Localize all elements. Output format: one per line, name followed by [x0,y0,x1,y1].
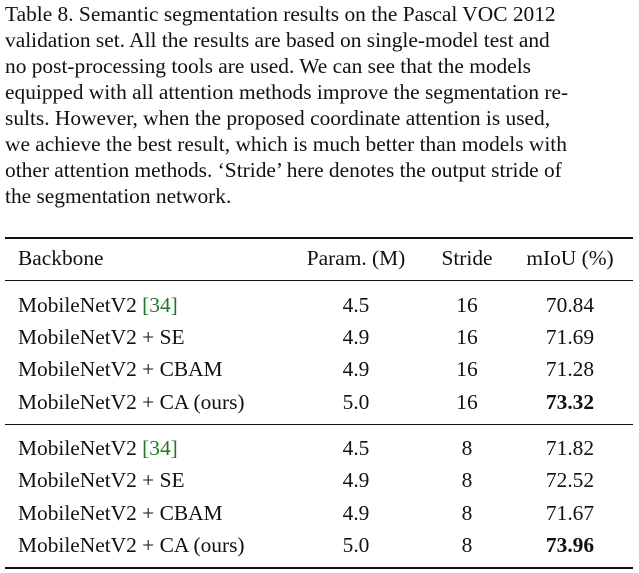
citation-link[interactable]: [34] [142,293,178,317]
caption-line: the segmentation network. [5,184,232,208]
backbone-name: MobileNetV2 [18,293,143,317]
miou-cell: 72.52 [545,468,595,492]
table-row [0,386,639,418]
caption-line: sults. However, when the proposed coordinate attention is used, [5,106,551,130]
table-header-rule [5,280,633,281]
miou-cell-best: 73.96 [545,533,595,557]
header-backbone: Backbone [18,246,104,270]
header-param: Param. (M) [306,246,406,270]
citation-link[interactable]: [34] [142,436,178,460]
backbone-cell: MobileNetV2 + CBAM [18,357,223,381]
stride-cell: 8 [461,468,473,492]
stride-cell: 16 [456,390,478,414]
param-cell: 4.9 [342,501,370,525]
table-row [0,464,639,496]
backbone-cell: MobileNetV2 + CA (ours) [18,390,245,414]
group-separator-rule [5,424,633,425]
table-top-rule [5,237,633,239]
header-stride: Stride [441,246,493,270]
backbone-cell [18,289,178,321]
header-miou: mIoU (%) [526,246,614,270]
table-row [0,353,639,385]
backbone-cell: MobileNetV2 + SE [18,468,185,492]
caption-line: we achieve the best result, which is much better than models with [5,132,567,156]
param-cell: 4.9 [342,468,370,492]
stride-cell: 16 [456,357,478,381]
stride-cell: 16 [456,325,478,349]
param-cell: 4.5 [342,436,370,460]
stride-cell: 8 [461,436,473,460]
miou-cell: 71.28 [545,357,595,381]
miou-cell: 71.69 [545,325,595,349]
param-cell: 5.0 [342,533,370,557]
caption-line: no post-processing tools are used. We can see that the models [5,54,531,78]
caption-line: other attention methods. ‘Stride’ here denotes the output stride of [5,158,562,182]
table-row [0,289,639,321]
param-cell: 4.9 [342,325,370,349]
miou-cell: 71.67 [545,501,595,525]
caption-line: Table 8. Semantic segmentation results on the Pascal VOC 2012 [5,2,556,26]
backbone-cell: MobileNetV2 + SE [18,325,185,349]
param-cell: 5.0 [342,390,370,414]
table-row [0,432,639,464]
stride-cell: 8 [461,533,473,557]
miou-cell: 71.82 [545,436,595,460]
miou-cell: 70.84 [545,293,595,317]
table-row [0,497,639,529]
stride-cell: 8 [461,501,473,525]
caption-line: validation set. All the results are based on single-model test and [5,28,550,52]
table-header-row [0,242,639,274]
table-row [0,321,639,353]
param-cell: 4.5 [342,293,370,317]
table-bottom-rule [5,567,633,569]
caption-line: equipped with all attention methods improve the segmentation re- [5,80,569,104]
backbone-cell: MobileNetV2 + CBAM [18,501,223,525]
param-cell: 4.9 [342,357,370,381]
table-row [0,529,639,561]
stride-cell: 16 [456,293,478,317]
table-caption [5,1,633,209]
miou-cell-best: 73.32 [545,390,595,414]
backbone-cell [18,432,178,464]
backbone-cell: MobileNetV2 + CA (ours) [18,533,245,557]
backbone-name: MobileNetV2 [18,436,143,460]
